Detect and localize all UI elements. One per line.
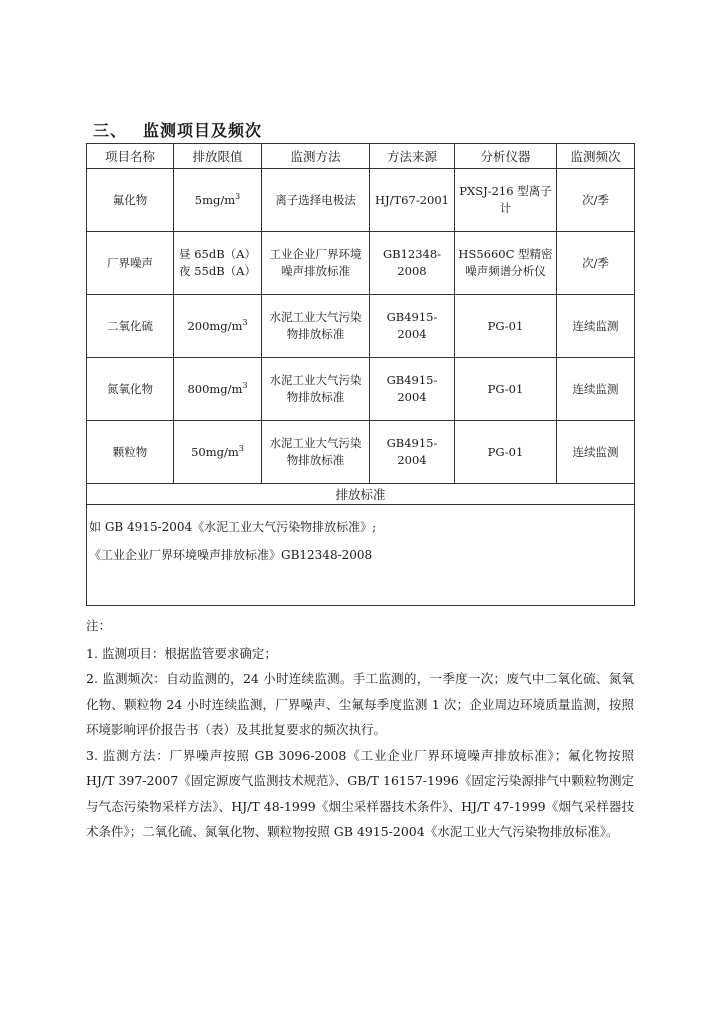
cell-limit: 昼 65dB（A） 夜 55dB（A） xyxy=(174,232,262,295)
cell-frequency: 连续监测 xyxy=(557,295,635,358)
cell-limit: $200mg/m^3$ xyxy=(174,295,262,358)
standard-line: 如 GB 4915-2004《水泥工业大气污染物排放标准》; xyxy=(89,520,377,534)
cell-source: HJ/T67-2001 xyxy=(370,169,455,232)
section-title xyxy=(93,118,262,141)
cell-method: 水泥工业大气污染物排放标准 xyxy=(262,358,370,421)
cell-limit: $5mg/m^3$ xyxy=(174,169,262,232)
standard-body xyxy=(87,505,635,606)
notes-section xyxy=(86,613,634,845)
cell-frequency: 次/季 xyxy=(557,169,635,232)
cell-source: GB12348-2008 xyxy=(370,232,455,295)
header-method: 监测方法 xyxy=(262,144,370,169)
note-item: 2. 监测频次：自动监测的，24 小时连续监测。手工监测的，一季度一次；废气中二氧化硫、氮氧化物、颗粒物 24 小时连续监测，厂界噪声、尘氟每季度监测 1 次；企业周边环境质量监测，按照环境影响评价报告书（表）及其批复要求的频次执行。 xyxy=(86,671,634,737)
table-row xyxy=(87,295,635,358)
cell-frequency: 次/季 xyxy=(557,232,635,295)
cell-method: 工业企业厂界环境噪声排放标准 xyxy=(262,232,370,295)
cell-frequency: 连续监测 xyxy=(557,358,635,421)
header-item: 项目名称 xyxy=(87,144,174,169)
cell-item: 氮氧化物 xyxy=(87,358,174,421)
notes-label: 注： xyxy=(86,618,112,633)
section-number: 三、 xyxy=(93,121,128,140)
standard-body-row xyxy=(87,505,635,606)
cell-item: 颗粒物 xyxy=(87,421,174,484)
cell-method: 离子选择电极法 xyxy=(262,169,370,232)
cell-frequency: 连续监测 xyxy=(557,421,635,484)
standard-line: 《工业企业厂界环境噪声排放标准》GB12348-2008 xyxy=(89,548,373,562)
cell-instrument: PXSJ-216 型离子计 xyxy=(455,169,557,232)
cell-source: GB4915-2004 xyxy=(370,358,455,421)
cell-source: GB4915-2004 xyxy=(370,295,455,358)
note-item: 3. 监测方法：厂界噪声按照 GB 3096-2008《工业企业厂界环境噪声排放标准》；氟化物按照 HJ/T 397-2007《固定源废气监测技术规范》、GB/T 16157-1996《固定污染源排气中颗粒物测定与气态污染物采样方法》、HJ/T 48-1999《烟尘采样器技术条件》、HJ/T 47-1999《烟气采样器技术条件》；二氧化硫、氮氧化物、颗粒物按照 GB 4915-2004《水泥工业大气污染物排放标准》。 xyxy=(86,747,634,839)
table-row xyxy=(87,232,635,295)
cell-instrument: HS5660C 型精密噪声频谱分析仪 xyxy=(455,232,557,295)
cell-method: 水泥工业大气污染物排放标准 xyxy=(262,295,370,358)
standard-title: 排放标准 xyxy=(87,484,635,505)
cell-item: 二氧化硫 xyxy=(87,295,174,358)
table-row xyxy=(87,421,635,484)
note-item: 1. 监测项目：根据监管要求确定； xyxy=(86,645,277,661)
cell-item: 厂界噪声 xyxy=(87,232,174,295)
cell-limit: $50mg/m^3$ xyxy=(174,421,262,484)
cell-instrument: PG-01 xyxy=(455,358,557,421)
standard-title-row xyxy=(87,484,635,505)
header-frequency: 监测频次 xyxy=(557,144,635,169)
section-heading: 监测项目及频次 xyxy=(143,121,263,140)
header-instrument: 分析仪器 xyxy=(455,144,557,169)
cell-instrument: PG-01 xyxy=(455,295,557,358)
cell-limit: $800mg/m^3$ xyxy=(174,358,262,421)
cell-method: 水泥工业大气污染物排放标准 xyxy=(262,421,370,484)
header-source: 方法来源 xyxy=(370,144,455,169)
header-limit: 排放限值 xyxy=(174,144,262,169)
table-row xyxy=(87,169,635,232)
table-header-row xyxy=(87,144,635,169)
cell-item: 氟化物 xyxy=(87,169,174,232)
monitoring-table xyxy=(86,143,635,606)
cell-instrument: PG-01 xyxy=(455,421,557,484)
table-row xyxy=(87,358,635,421)
cell-source: GB4915-2004 xyxy=(370,421,455,484)
